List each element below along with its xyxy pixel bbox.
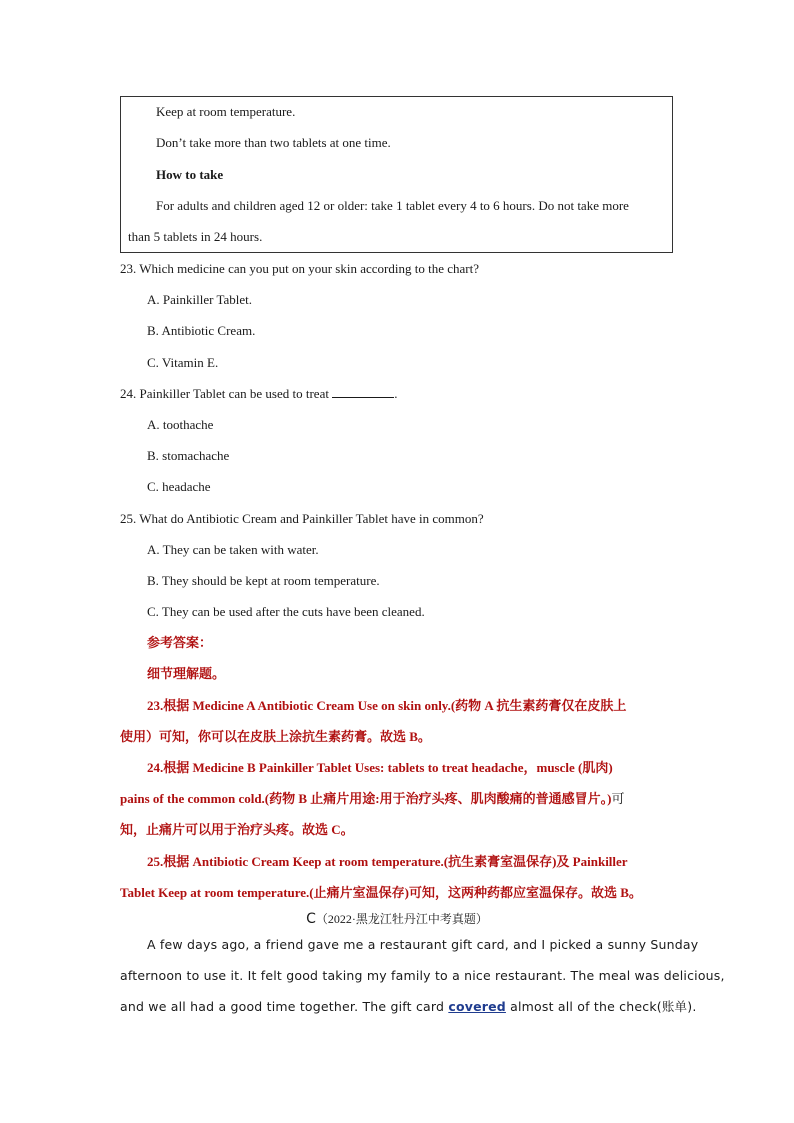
question-24-stem-end: . <box>394 386 398 401</box>
question-24-option-b: B. stomachache <box>147 448 230 463</box>
box-line-dosage-limit: Don’t take more than two tablets at one time. <box>156 135 391 150</box>
question-24-stem: 24. Painkiller Tablet can be used to treat <box>120 386 329 401</box>
answer-24-line-2-row <box>120 791 624 807</box>
vocabulary-link-covered[interactable]: covered <box>448 999 506 1014</box>
box-line-instructions-2: than 5 tablets in 24 hours. <box>128 229 263 244</box>
passage-line-1: A few days ago, a friend gave me a restaurant gift card, and I picked a sunny Sunday <box>147 937 699 952</box>
box-line-storage: Keep at room temperature. <box>156 104 296 119</box>
passage-line-3-start: and we all had a good time together. The gift card <box>120 999 445 1014</box>
question-23-option-c: C. Vitamin E. <box>147 355 219 370</box>
passage-line-3-row <box>120 999 697 1015</box>
answer-24-line-2: pains of the common cold.(药物 B 止痛片用途:用于治疗头疼、肌肉酸痛的普通感冒片。) <box>120 791 612 806</box>
question-23-stem: 23. Which medicine can you put on your skin according to the chart? <box>120 261 479 276</box>
answer-23-line-2: 使用）可知，你可以在皮肤上涂抗生素药膏。故选 B。 <box>120 729 431 744</box>
box-line-instructions-1: For adults and children aged 12 or older: take 1 tablet every 4 to 6 hours. Do not take more <box>156 198 629 213</box>
question-24-option-c: C. headache <box>147 479 211 494</box>
question-23-option-b: B. Antibiotic Cream. <box>147 323 256 338</box>
passage-line-3-end: almost all of the check(账单). <box>510 999 697 1014</box>
section-heading <box>0 911 794 927</box>
answer-24-line-1: 24.根据 Medicine B Painkiller Tablet Uses: tablets to treat headache，muscle (肌肉) <box>147 760 613 775</box>
answer-25-line-2: Tablet Keep at room temperature.(止痛片室温保存)可知，这两种药都应室温保存。故选 B。 <box>120 885 642 900</box>
question-25-option-a: A. They can be taken with water. <box>147 542 319 557</box>
passage-line-2: afternoon to use it. It felt good taking my family to a nice restaurant. The meal was delicious, <box>120 968 725 983</box>
question-25-option-b: B. They should be kept at room temperature. <box>147 573 380 588</box>
answer-24-line-3: 知，止痛片可以用于治疗头疼。故选 C。 <box>120 822 354 837</box>
question-25-stem: 25. What do Antibiotic Cream and Painkiller Tablet have in common? <box>120 511 484 526</box>
answer-label: 参考答案： <box>147 635 213 650</box>
question-24-stem-row <box>120 386 397 402</box>
answer-25-line-1: 25.根据 Antibiotic Cream Keep at room temperature.(抗生素膏室温保存)及 Painkiller <box>147 854 628 869</box>
box-heading-how-to-take: How to take <box>156 167 224 182</box>
answer-24-line-2-end: 可 <box>611 791 625 806</box>
question-24-option-a: A. toothache <box>147 417 214 432</box>
answer-23-line-1: 23.根据 Medicine A Antibiotic Cream Use on skin only.(药物 A 抗生素药膏仅在皮肤上 <box>147 698 627 713</box>
answer-blank <box>332 386 394 398</box>
section-letter: C <box>306 911 316 927</box>
question-23-option-a: A. Painkiller Tablet. <box>147 292 252 307</box>
section-source: （2022·黑龙江牡丹江中考真题） <box>315 912 488 926</box>
answer-type: 细节理解题。 <box>147 666 226 681</box>
question-25-option-c: C. They can be used after the cuts have been cleaned. <box>147 604 425 619</box>
